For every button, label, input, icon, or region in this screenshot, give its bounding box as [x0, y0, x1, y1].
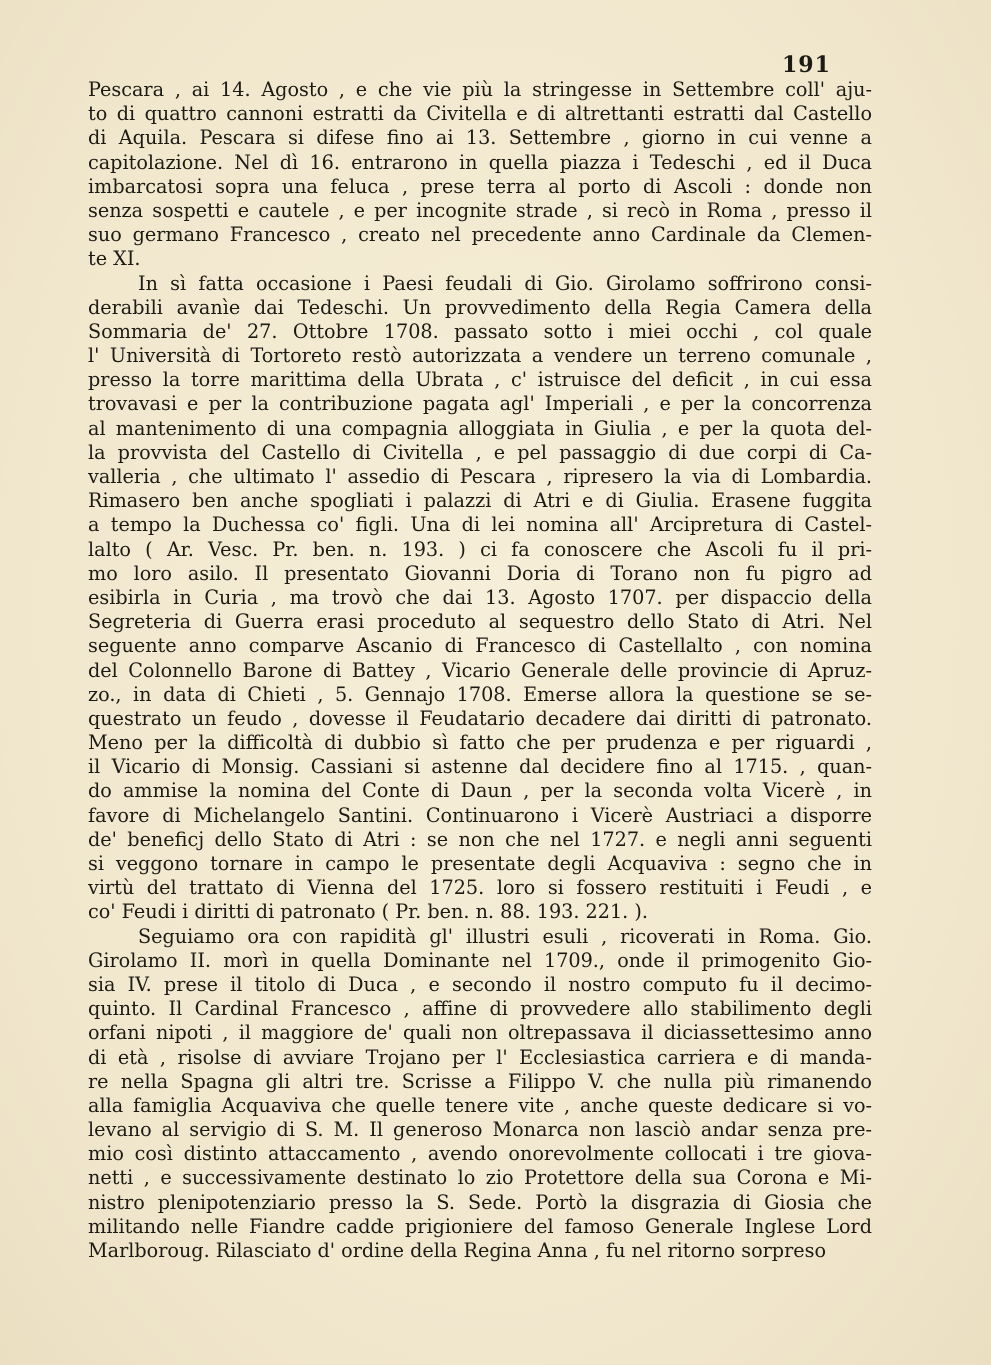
text-line: si veggono tornare in campo le presentate degli Acquaviva : segno che in [88, 852, 872, 875]
text-line: militando nelle Fiandre cadde prigioniere del famoso Generale Inglese Lord [88, 1214, 872, 1238]
paragraph [88, 78, 872, 272]
text-line: seguente anno comparve Ascanio di Francesco di Castellalto , con nomina [88, 634, 872, 658]
text-line: al mantenimento di una compagnia alloggiata in Giulia , e per la quota del- [88, 416, 872, 440]
text-line: la provvista del Castello di Civitella , e pel passaggio di due corpi di Ca- [88, 440, 872, 464]
text-line: suo germano Francesco , creato nel precedente anno Cardinale da Clemen- [88, 223, 872, 247]
text-line: a tempo la Duchessa co' figli. Una di lei nomina all' Arcipretura di Castel- [88, 513, 872, 537]
paragraph [88, 272, 872, 925]
text-line: In sì fatta occasione i Paesi feudali di Gio. Girolamo soffrirono consi- [138, 271, 872, 295]
text-line: di età , risolse di avviare Trojano per l' Ecclesiastica carriera e di manda- [88, 1045, 872, 1069]
text-line: de' beneficj dello Stato di Atri : se non che nel 1727. e negli anni seguenti [88, 827, 872, 851]
text-line: capitolazione. Nel dì 16. entrarono in quella piazza i Tedeschi , ed il Duca [88, 150, 872, 174]
text-line: sia IV. prese il titolo di Duca , e secondo il nostro computo fu il decimo- [88, 972, 872, 996]
text-line: imbarcatosi sopra una feluca , prese terra al porto di Ascoli : donde non [88, 174, 872, 198]
text-line: presso la torre marittima della Ubrata , c' istruisce del deficit , in cui essa [88, 368, 872, 392]
text-line: Seguiamo ora con rapidità gl' illustri esuli , ricoverati in Roma. Gio. [138, 924, 872, 948]
text-line: quinto. Il Cardinal Francesco , affine di provvedere allo stabilimento degli [88, 997, 872, 1021]
body-text [88, 78, 872, 1263]
text-line: il Vicario di Monsig. Cassiani si astenne dal decidere fino al 1715. , quan- [88, 755, 872, 779]
text-line: co' Feudi i diritti di patronato ( Pr. ben. n. 88. 193. 221. ). [88, 900, 648, 924]
text-line: Pescara , ai 14. Agosto , e che vie più la stringesse in Settembre coll' aju- [88, 78, 872, 101]
text-line: senza sospetti e cautele , e per incognite strade , si recò in Roma , presso il [88, 198, 872, 222]
paragraph [88, 925, 872, 1264]
text-line: alla famiglia Acquaviva che quelle tenere vite , anche queste dedicare si vo- [88, 1093, 872, 1117]
text-line: del Colonnello Barone di Battey , Vicario Generale delle provincie di Apruz- [88, 658, 872, 682]
text-line: Segreteria di Guerra erasi proceduto al sequestro dello Stato di Atri. Nel [88, 610, 872, 634]
text-line: Girolamo II. morì in quella Dominante nel 1709., onde il primogenito Gio- [88, 948, 872, 972]
text-line: netti , e successivamente destinato lo zio Protettore della sua Corona e Mi- [88, 1166, 872, 1190]
text-line: re nella Spagna gli altri tre. Scrisse a Filippo V. che nulla più rimanendo [88, 1069, 872, 1093]
text-line: favore di Michelangelo Santini. Continuarono i Vicerè Austriaci a disporre [88, 803, 872, 827]
text-line: valleria , che ultimato l' assedio di Pescara , ripresero la via di Lombardia. [88, 465, 872, 488]
text-line: zo., in data di Chieti , 5. Gennajo 1708. Emerse allora la questione se se- [88, 682, 872, 706]
text-line: derabili avanìe dai Tedeschi. Un provvedimento della Regia Camera della [88, 295, 872, 319]
text-line: di Aquila. Pescara si difese fino ai 13. Settembre , giorno in cui venne a [88, 126, 872, 150]
page-number: 191 [782, 52, 831, 78]
text-line: te XI. [88, 247, 141, 271]
text-line: Rimasero ben anche spogliati i palazzi di Atri e di Giulia. Erasene fuggita [88, 489, 872, 513]
text-line: levano al servigio di S. M. Il generoso Monarca non lasciò andar senza pre- [88, 1118, 872, 1142]
text-line: Marlboroug. Rilasciato d' ordine della Regina Anna , fu nel ritorno sorpreso [88, 1239, 827, 1262]
text-line: nistro plenipotenziario presso la S. Sede. Portò la disgrazia di Giosia che [88, 1190, 872, 1214]
text-line: lalto ( Ar. Vesc. Pr. ben. n. 193. ) ci fa conoscere che Ascoli fu il pri- [88, 537, 872, 561]
text-line: to di quattro cannoni estratti da Civitella e di altrettanti estratti dal Castello [88, 102, 872, 126]
text-line: Sommaria de' 27. Ottobre 1708. passato sotto i miei occhi , col quale [88, 319, 872, 343]
text-line: trovavasi e per la contribuzione pagata agl' Imperiali , e per la concorrenza [88, 392, 872, 416]
text-line: mio così distinto attaccamento , avendo onorevolmente collocati i tre giova- [88, 1142, 872, 1166]
text-line: esibirla in Curia , ma trovò che dai 13. Agosto 1707. per dispaccio della [88, 585, 872, 609]
text-line: l' Università di Tortoreto restò autorizzata a vendere un terreno comunale , [88, 344, 872, 368]
text-line: Meno per la difficoltà di dubbio sì fatto che per prudenza e per riguardi , [88, 731, 872, 755]
text-line: do ammise la nomina del Conte di Daun , per la seconda volta Vicerè , in [88, 779, 872, 803]
text-line: questrato un feudo , dovesse il Feudatario decadere dai diritti di patronato. [88, 706, 872, 730]
text-line: orfani nipoti , il maggiore de' quali non oltrepassava il diciassettesimo anno [88, 1021, 872, 1045]
text-line: mo loro asilo. Il presentato Giovanni Doria di Torano non fu pigro ad [88, 561, 872, 585]
text-line: virtù del trattato di Vienna del 1725. loro si fossero restituiti i Feudi , e [88, 876, 872, 900]
